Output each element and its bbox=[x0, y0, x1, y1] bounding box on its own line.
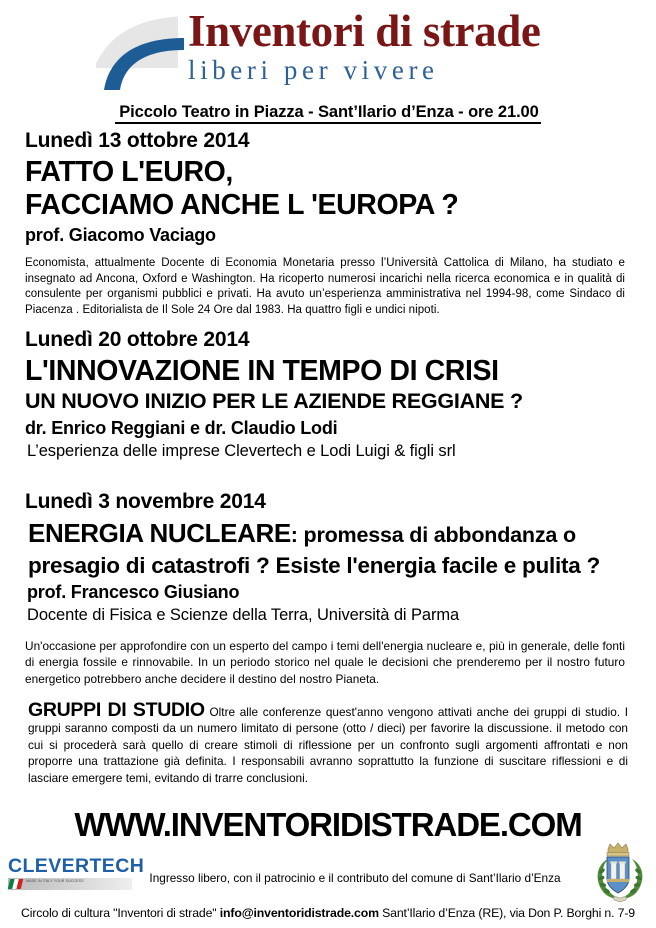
event-1-bio: Economista, attualmente Docente di Economia Monetaria presso l’Università Cattolica di Milano, ha studiato e insegnato ad Ancona, Oxford e Washington. Ha ricoperto numerosi incarichi nella ricerca economica e in qualità di consulente per organismi pubblici e privati. Ha avuto un’esperienza amministrativa nel 1994-98, come Sindaco di Piacenza . Editorialista de Il Sole 24 Ore dal 1983. Ha quattro figli e undici nipoti. bbox=[25, 257, 625, 316]
footer-suffix: Sant’Ilario d’Enza (RE), via Don P. Borghi n. 7-9 bbox=[378, 906, 635, 920]
event-3-title-line2: presagio di catastrofi ? Esiste l'energia facile e pulita ? bbox=[28, 553, 601, 578]
comune-coat-of-arms-icon bbox=[592, 841, 648, 903]
clevertech-logo bbox=[8, 855, 145, 898]
event-1-date: Lunedì 13 ottobre 2014 bbox=[25, 129, 250, 152]
masthead bbox=[0, 0, 656, 96]
event-2-title-line1: L'INNOVAZIONE IN TEMPO DI CRISI bbox=[25, 355, 499, 387]
footer-contact-line bbox=[0, 905, 656, 921]
event-2-note: L’esperienza delle imprese Clevertech e Lodi Luigi & figli srl bbox=[27, 442, 456, 460]
venue-text: Piccolo Teatro in Piazza - Sant’Ilario d’Enza - ore 21.00 bbox=[115, 103, 540, 124]
logo-wordmark bbox=[188, 8, 608, 85]
event-block-3 bbox=[25, 489, 635, 687]
event-1-speaker: prof. Giacomo Vaciago bbox=[25, 225, 216, 245]
logo-tagline: liberi per vivere bbox=[188, 55, 439, 85]
footer-prefix: Circolo di cultura "Inventori di strade" bbox=[21, 906, 220, 920]
clevertech-bar bbox=[8, 878, 132, 890]
event-3-bio: Un'occasione per approfondire con un esperto del campo i temi dell'energia nucleare e, più in generale, delle fonti di energia fossile e rinnovabile. In un periodo storico nel quale le decisioni che prenderemo per il nostro futuro energetico potrebbero anche decidere il destino del nostro Pianeta. bbox=[25, 639, 625, 686]
road-swoosh-logo-icon bbox=[96, 10, 192, 92]
event-3-note: Docente di Fisica e Scienze della Terra, Università di Parma bbox=[27, 606, 460, 624]
event-2-date: Lunedì 20 ottobre 2014 bbox=[25, 328, 250, 351]
italian-flag-icon bbox=[8, 879, 23, 889]
study-groups-block bbox=[28, 699, 628, 786]
event-1-title-line2: FACCIAMO ANCHE L 'EUROPA ? bbox=[25, 189, 459, 221]
clevertech-tagline: MADE IN ITALY YOUR SUCCESS bbox=[26, 879, 84, 883]
clevertech-wordmark: CLEVERTECH bbox=[8, 855, 145, 877]
footer-email[interactable]: info@inventoridistrade.com bbox=[219, 906, 379, 920]
event-block-1 bbox=[25, 128, 635, 318]
event-3-date: Lunedì 3 novembre 2014 bbox=[25, 490, 266, 513]
event-3-title-line1 bbox=[28, 518, 635, 550]
event-2-speaker: dr. Enrico Reggiani e dr. Claudio Lodi bbox=[25, 418, 338, 438]
event-1-title-line1: FATTO L'EURO, bbox=[25, 156, 233, 188]
study-groups-heading: GRUPPI DI STUDIO bbox=[28, 699, 205, 721]
study-groups-body: Oltre alle conferenze quest'anno vengono attivati anche dei gruppi di studio. I gruppi saranno composti da un numero limitato di persone (otto / dieci) per favorire la discussione. il metodo con cui si procederà sarà quello di creare stimoli di riflessione per un confronto sugli argomenti affrontati e non proporre una trattazione già definita. I responsabili avranno soprattutto la funzione di suscitare riflessioni e di lasciare emergere temi, evitando di trarre conclusioni. bbox=[28, 705, 628, 785]
event-block-2 bbox=[25, 327, 635, 462]
patronage-note: Ingresso libero, con il patrocinio e il contributo del comune di Sant’Ilario d’Enza bbox=[149, 871, 561, 885]
event-3-title-rest: : promessa di abbondanza o bbox=[290, 523, 576, 547]
event-3-speaker: prof. Francesco Giusiano bbox=[27, 582, 240, 602]
event-2-title-line2: UN NUOVO INIZIO PER LE AZIENDE REGGIANE ? bbox=[25, 389, 523, 413]
event-3-title-strong: ENERGIA NUCLEARE bbox=[28, 518, 291, 548]
website-url[interactable]: WWW.INVENTORIDISTRADE.COM bbox=[74, 806, 582, 843]
logo-title: Inventori di strade bbox=[188, 6, 541, 56]
venue-line bbox=[0, 103, 656, 122]
